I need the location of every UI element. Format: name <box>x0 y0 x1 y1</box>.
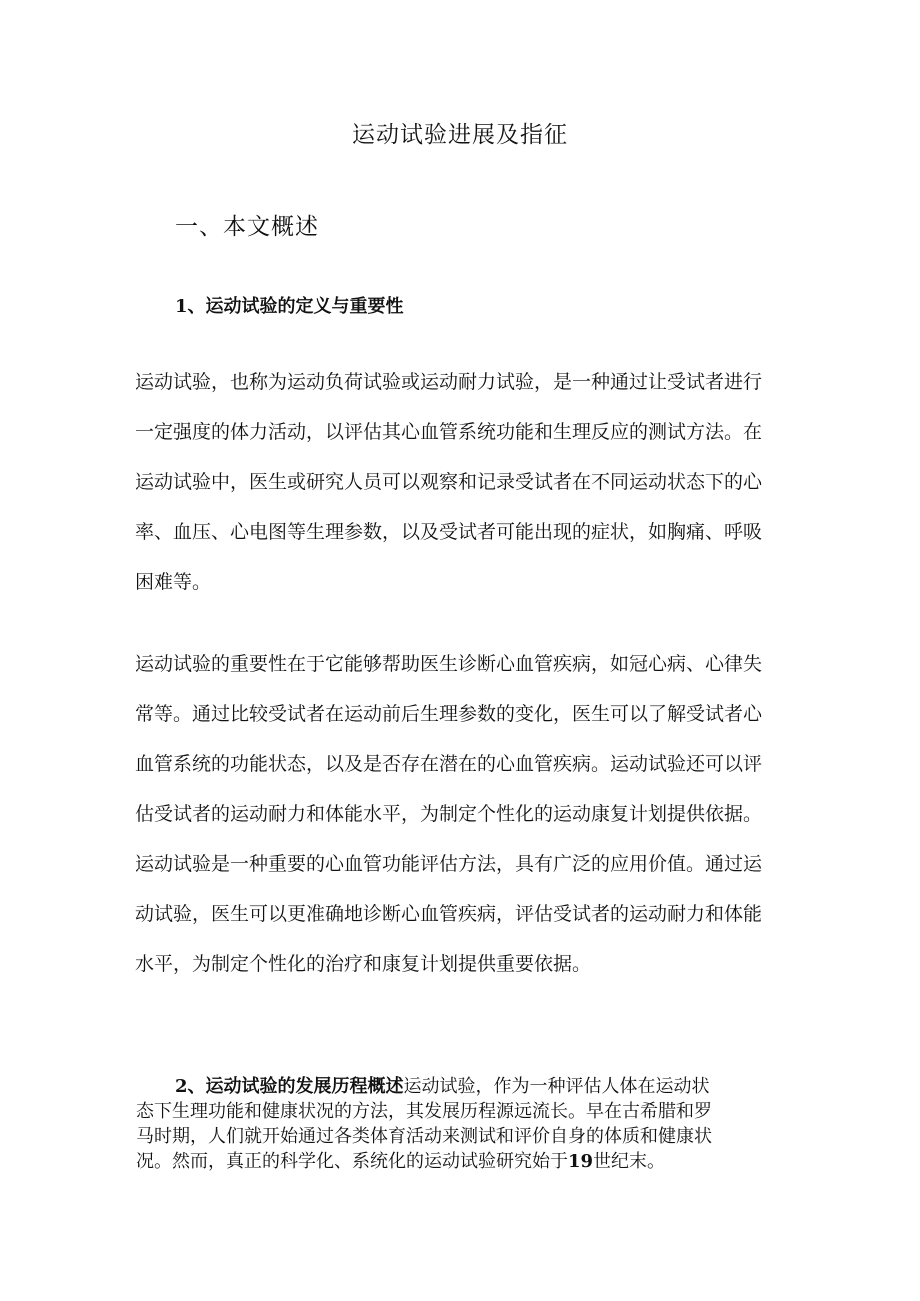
century-number: 19 <box>568 1151 594 1172</box>
paragraph-line: 马时期，人们就开始通过各类体育活动来测试和评价自身的体质和健康状 <box>136 1126 712 1147</box>
paragraph-text: 运动试验，作为一种评估人体在运动状 <box>403 1076 710 1097</box>
paragraph-importance <box>135 652 795 1002</box>
document-title: 运动试验进展及指征 <box>352 122 568 148</box>
paragraph-line: 常等。通过比较受试者在运动前后生理参数的变化，医生可以了解受试者心 <box>135 703 763 725</box>
paragraph-line: 率、血压、心电图等生理参数，以及受试者可能出现的症状，如胸痛、呼吸 <box>135 521 763 543</box>
paragraph-line: 态下生理功能和健康状况的方法，其发展历程源远流长。早在古希腊和罗 <box>136 1101 712 1122</box>
paragraph-line: 动试验，医生可以更准确地诊断心血管疾病，评估受试者的运动耐力和体能 <box>135 903 763 925</box>
paragraph-line <box>135 1149 795 1174</box>
paragraph-definition <box>135 370 795 616</box>
subsection-heading-definition: 1、运动试验的定义与重要性 <box>175 296 404 317</box>
paragraph-line: 运动试验，也称为运动负荷试验或运动耐力试验，是一种通过让受试者进行 <box>135 371 763 393</box>
paragraph-line: 血管系统的功能状态，以及是否存在潜在的心血管疾病。运动试验还可以评 <box>135 753 763 775</box>
paragraph-text: 世纪末。 <box>593 1151 666 1172</box>
paragraph-line: 水平，为制定个性化的治疗和康复计划提供重要依据。 <box>135 953 592 975</box>
paragraph-line: 困难等。 <box>135 571 212 593</box>
paragraph-line: 一定强度的体力活动，以评估其心血管系统功能和生理反应的测试方法。在 <box>135 421 763 443</box>
paragraph-line: 运动试验是一种重要的心血管功能评估方法，具有广泛的应用价值。通过运 <box>135 853 763 875</box>
paragraph-text: 况。然而，真正的科学化、系统化的运动试验研究始于 <box>136 1151 568 1172</box>
paragraph-history <box>135 1074 795 1174</box>
section-heading-overview: 一、本文概述 <box>175 214 319 240</box>
paragraph-line: 运动试验中，医生或研究人员可以观察和记录受试者在不同运动状态下的心 <box>135 471 763 493</box>
paragraph-line <box>135 1074 795 1099</box>
paragraph-line: 运动试验的重要性在于它能够帮助医生诊断心血管疾病，如冠心病、心律失 <box>135 653 763 675</box>
subsection-heading-history: 2、运动试验的发展历程概述 <box>175 1076 404 1097</box>
paragraph-line: 估受试者的运动耐力和体能水平，为制定个性化的运动康复计划提供依据。 <box>135 803 763 825</box>
